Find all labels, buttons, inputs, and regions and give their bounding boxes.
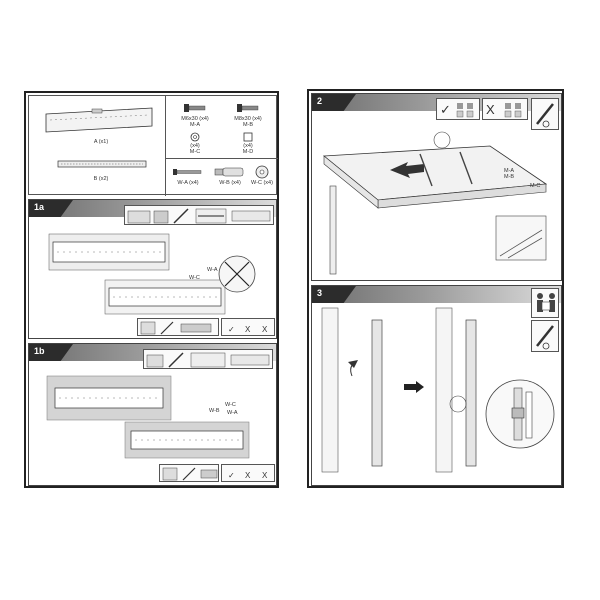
spacer-md-code: M-D	[242, 149, 254, 155]
screw-mb-icon	[237, 104, 259, 112]
step-1b-wall-type-box	[221, 464, 275, 482]
screw-wa-label: W-A (x4)	[177, 180, 199, 186]
step-2-wrong-box	[482, 98, 528, 120]
spacer-md-icon	[243, 132, 253, 142]
step-2-panel	[311, 93, 562, 281]
step-1b-number: 1b	[34, 346, 45, 356]
step-1a-cross-1: X	[245, 325, 251, 334]
step-2-mb-callout: M-B	[504, 174, 515, 180]
parts-divider-horizontal	[165, 158, 278, 159]
anchor-wb-icon	[215, 167, 245, 177]
step-1a-number: 1a	[34, 202, 45, 212]
step-2-check: ✓	[440, 102, 451, 117]
step-2-correct-box	[436, 98, 480, 120]
step-2-number: 2	[317, 96, 323, 106]
step-1a-drill-icons-box	[137, 318, 219, 336]
step-1a-wa-callout: W-A	[207, 267, 218, 273]
bracket-a-label: A (x1)	[93, 139, 109, 145]
step-2-cross: X	[486, 102, 495, 117]
screw-wa-icon	[173, 168, 203, 176]
screw-mb-code: M-B	[242, 122, 254, 128]
step-1a-cross-2: X	[262, 325, 268, 334]
step-1b-drill-icons-box	[159, 464, 219, 482]
step-3-detail-circle	[484, 378, 556, 450]
screw-ma-code: M-A	[189, 122, 201, 128]
masonry-drill-icon	[145, 351, 273, 369]
step-1b-wa-callout: W-A	[227, 410, 238, 416]
step-1a-detail-circle	[217, 254, 257, 294]
step-1a-bracket-mounted-drawing	[105, 280, 225, 314]
tv-hanging-before-drawing	[320, 306, 390, 476]
wall-bracket-a-drawing	[44, 106, 154, 136]
washer-wc-icon	[255, 165, 269, 179]
step-3-screwdriver-box	[531, 320, 559, 352]
step-1b-wb-callout: W-B	[209, 408, 220, 414]
drill-icon	[139, 320, 219, 336]
left-instruction-sheet	[24, 91, 279, 488]
step-3-number: 3	[317, 288, 323, 298]
step-1b-panel	[28, 343, 277, 486]
step-1a-tools-box	[124, 205, 274, 225]
step-1a-panel	[28, 199, 277, 339]
drill-icon-1b	[161, 466, 219, 482]
step-1b-wc-callout: W-C	[225, 402, 236, 408]
step-1b-cross-2: X	[262, 471, 268, 480]
rail-b-drawing	[57, 158, 147, 172]
next-arrow-icon	[404, 381, 424, 393]
anchor-wb-label: W-B (x4)	[219, 180, 241, 186]
step-1a-wc-callout: W-C	[189, 275, 200, 281]
step-1a-bracket-drawing	[49, 234, 169, 270]
step-1a-check: ✓	[228, 325, 235, 334]
level-tool-icon	[126, 207, 274, 225]
rail-b-label: B (x2)	[93, 176, 109, 182]
screwdriver-icon-step3	[533, 322, 559, 352]
step-3-panel	[311, 285, 562, 486]
step-1b-concrete-wall-drawing	[47, 376, 171, 420]
screw-stack-icon	[455, 101, 477, 119]
right-instruction-sheet	[307, 89, 564, 488]
washer-mc-icon	[190, 132, 200, 142]
washer-wc-label: W-C (x4)	[251, 180, 273, 186]
parts-inventory-box	[28, 95, 277, 195]
step-1b-bracket-mounted-drawing	[125, 422, 249, 458]
screw-stack-wrong-icon	[503, 101, 525, 119]
washer-mc-code: M-C	[189, 149, 201, 155]
step-3-two-person-box	[531, 288, 559, 318]
step-2-mc-callout: M-C	[530, 183, 541, 189]
washer-mc-qty: (x4)	[190, 143, 200, 149]
spacer-md-qty: (x4)	[243, 143, 253, 149]
step-1b-check: ✓	[228, 471, 235, 480]
tv-back-panel-drawing	[320, 126, 550, 276]
screw-ma-spec: M6x30 (x4)	[181, 116, 209, 122]
step-2-ma-callout: M-A	[504, 168, 515, 174]
screw-mb-spec: M8x30 (x4)	[234, 116, 262, 122]
screw-ma-icon	[184, 104, 206, 112]
parts-divider-vertical	[165, 96, 166, 196]
step-1b-cross-1: X	[245, 471, 251, 480]
step-1a-wall-type-box	[221, 318, 275, 336]
step-1b-tools-box	[143, 349, 273, 369]
two-person-lift-icon	[533, 290, 559, 318]
